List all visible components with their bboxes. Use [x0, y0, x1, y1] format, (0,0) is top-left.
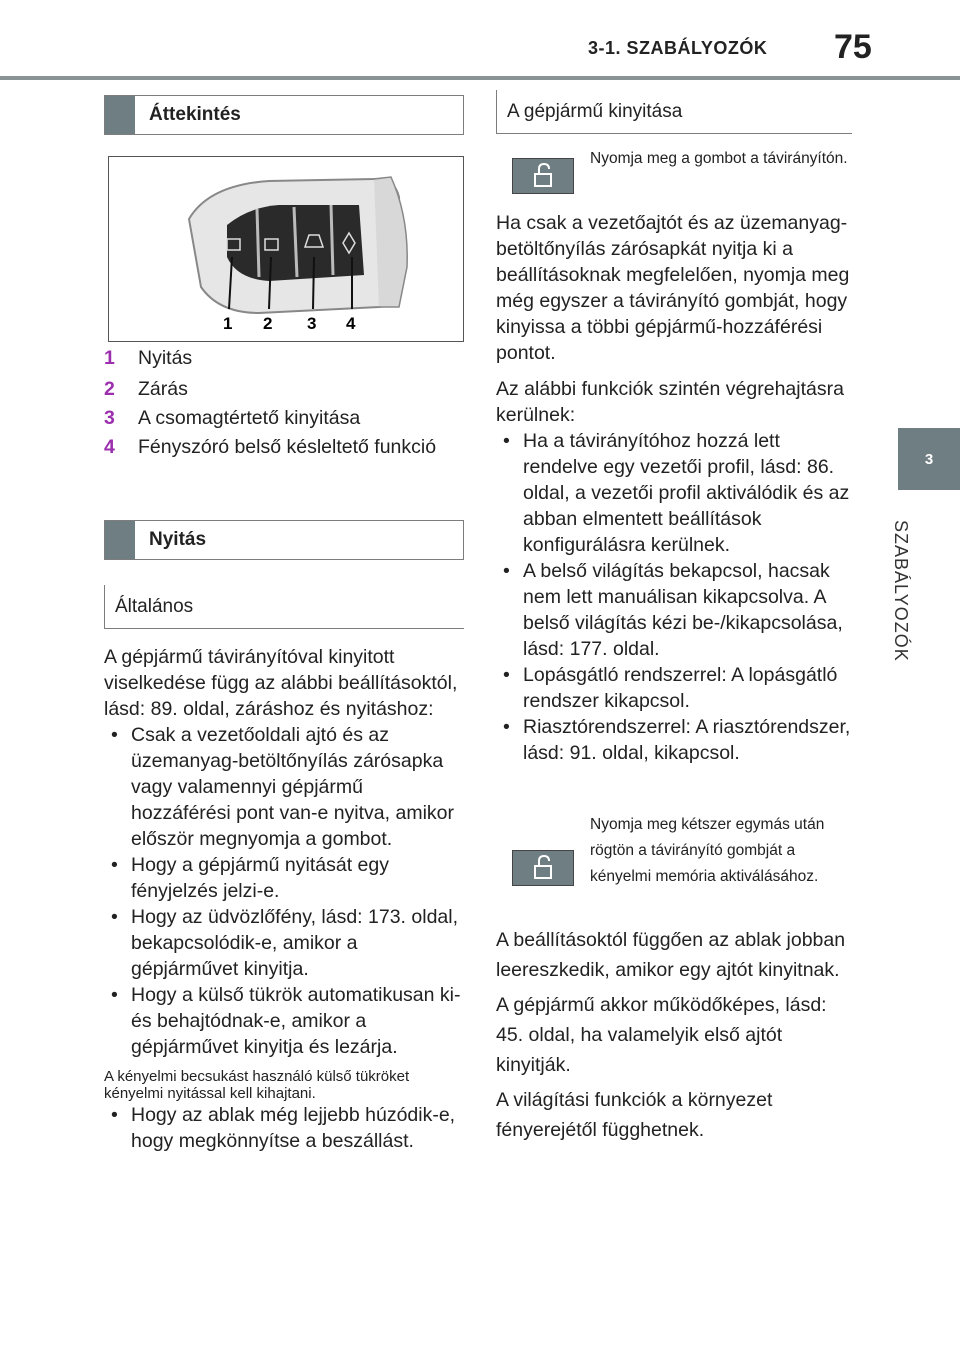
opening-bullets-2 — [104, 1102, 464, 1154]
list-item: • Ha a távirányítóhoz hozzá lett rendelve egy vezetői profil, lásd: 86. oldal, a vezetői profil aktiválódik és az abban elmentett beállítások konfigurálásra kerülnek. — [496, 428, 852, 558]
unlock-body — [496, 210, 852, 766]
list-item: • Hogy a külső tükrök automatikusan ki- és behajtódnak-e, amikor a gépjárművet kinyitja és lezárja. — [104, 982, 464, 1060]
list-item: 4 Fényszóró belső késleltető funkció — [104, 436, 437, 458]
heading-text: Áttekintés — [149, 104, 241, 125]
heading-bar — [105, 521, 135, 559]
section-heading-overview — [104, 95, 464, 135]
padlock-open-icon — [513, 851, 573, 885]
press-twice-text: Nyomja meg kétszer egymás után rögtön a távirányító gombját a kényelmi memória aktiválásához. — [590, 816, 825, 885]
callout-3: 3 — [307, 314, 317, 333]
unlock-para-4: A gépjármű akkor működőképes, lásd: 45. oldal, ha valamelyik első ajtót kinyitják. — [496, 994, 827, 1076]
list-item: • Hogy az üdvözlőfény, lásd: 173. oldal, bekapcsolódik-e, amikor a gépjárművet kinyitja. — [104, 904, 464, 982]
unlock-button-icon — [512, 850, 574, 886]
chapter-tab: 3 — [898, 428, 960, 490]
list-item: • Csak a vezetőoldali ajtó és az üzemanyag-betöltőnyílás zárósapka vagy valamennyi gépjármű hozzáférési pont van-e nyitva, amikor először megnyomja a gombot. — [104, 722, 464, 852]
overview-list — [104, 345, 464, 460]
page-number: 75 — [834, 28, 872, 66]
key-fob-icon — [109, 157, 463, 341]
list-item: 3 A csomagtértető kinyitása — [104, 407, 361, 429]
unlock-para-3: A beállításoktól függően az ablak jobban leereszkedik, amikor egy ajtót kinyitnak. — [496, 929, 846, 981]
opening-bullets — [104, 722, 464, 1060]
list-item: 1 Nyitás — [104, 347, 193, 369]
unlock-para-2: Az alábbi funkciók szintén végrehajtásra kerülnek: — [496, 378, 844, 426]
subheading-unlock: A gépjármű kinyitása — [496, 90, 852, 134]
callout-1: 1 — [223, 314, 233, 333]
header-rule — [0, 76, 960, 80]
heading-bar — [105, 96, 135, 134]
opening-intro: A gépjármű távirányítóval kinyitott viselkedése függ az alábbi beállításoktól, lásd: 89. oldal, záráshoz és nyitáshoz: — [104, 646, 458, 720]
list-item: • Hogy a gépjármű nyitását egy fényjelzés jelzi-e. — [104, 852, 464, 904]
unlock-para-1: Ha csak a vezetőajtót és az üzemanyag-betöltőnyílás zárósapkát nyitja ki a beállításoknak megfelelően, nyomja meg még egyszer a távirányító gombját, hogy kinyissa a többi gépjármű-hozzáférési pontot. — [496, 212, 850, 364]
list-item: • A belső világítás bekapcsol, hacsak nem lett manuálisan kikapcsolva. A belső világítás kézi be-/kikapcsolása, lásd: 177. oldal. — [496, 558, 852, 662]
list-item: • Riasztórendszerrel: A riasztórendszer, lásd: 91. oldal, kikapcsol. — [496, 714, 852, 766]
chapter-title: 3-1. SZABÁLYOZÓK — [588, 38, 768, 58]
opening-body — [104, 644, 464, 1154]
unlock-para-5: A világítási funkciók a környezet fényerejétől függhetnek. — [496, 1089, 773, 1141]
unlock-button-icon — [512, 158, 574, 194]
subheading-general: Általános — [104, 585, 464, 629]
heading-text: Nyitás — [149, 529, 207, 550]
unlock-body-2 — [496, 925, 852, 1145]
list-item: • Hogy az ablak még lejjebb húzódik-e, hogy megkönnyítse a beszállást. — [104, 1102, 464, 1154]
list-item: • Lopásgátló rendszerrel: A lopásgátló rendszer kikapcsol. — [496, 662, 852, 714]
section-heading-opening — [104, 520, 464, 560]
list-item: 2 Zárás — [104, 378, 188, 400]
mirror-note: A kényelmi becsukást használó külső tükröket kényelmi nyitással kell kihajtani. — [104, 1068, 410, 1102]
unlock-bullets — [496, 428, 852, 766]
press-once-text: Nyomja meg a gombot a távirányítón. — [590, 150, 848, 167]
padlock-open-icon — [513, 159, 573, 193]
chapter-side-label: SZABÁLYOZÓK — [891, 520, 911, 662]
callout-2: 2 — [263, 314, 273, 333]
key-fob-illustration — [108, 156, 464, 342]
callout-4: 4 — [346, 314, 356, 333]
